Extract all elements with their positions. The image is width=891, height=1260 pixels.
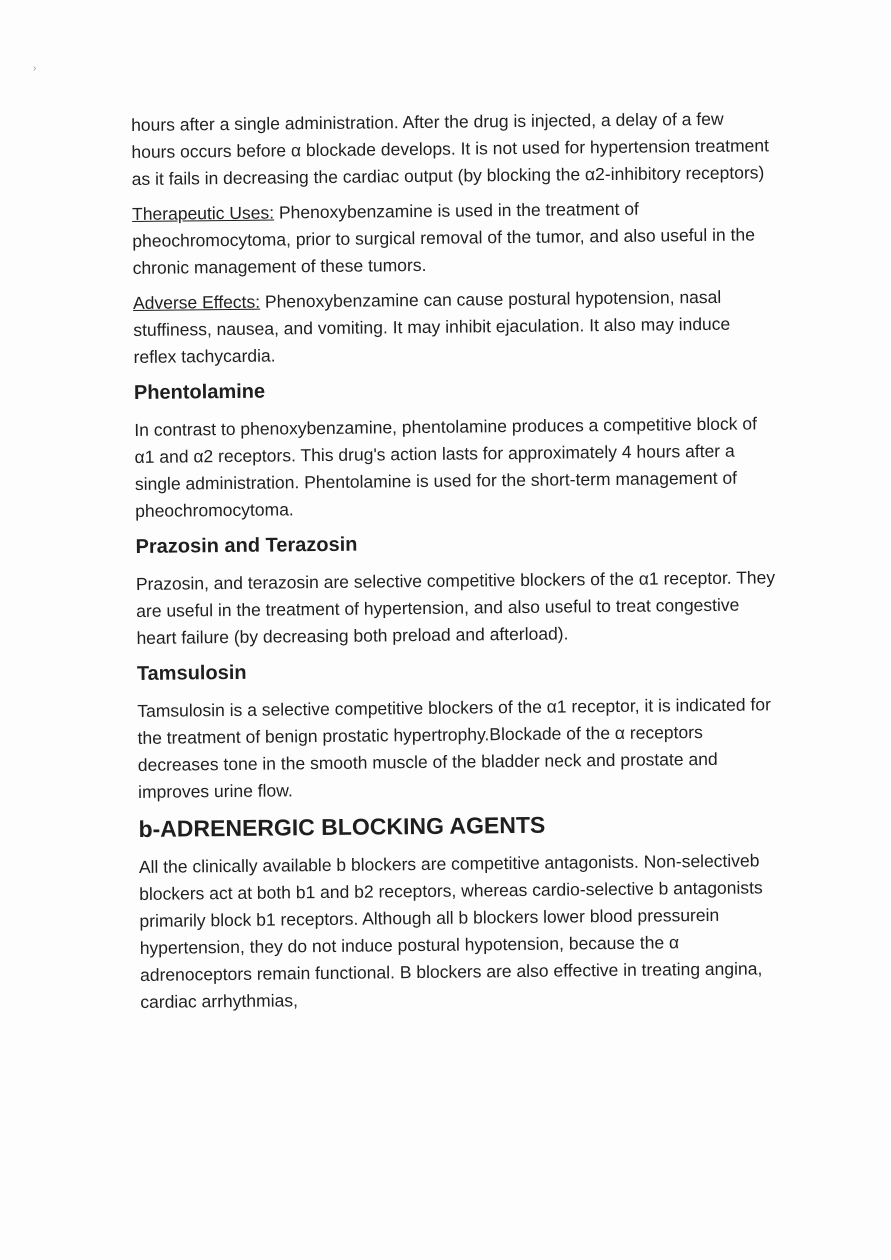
adverse-effects-text: Phenoxybenzamine can cause postural hypotension, nasal stuffiness, nausea, and vomiting. It may inhibit ejaculation. It also may induce reflex tachycardia. [133,286,731,367]
beta-blockers-heading: b-ADRENERGIC BLOCKING AGENTS [138,811,546,842]
phentolamine-heading: Phentolamine [133,380,266,404]
therapeutic-uses-label: Therapeutic Uses: [131,202,275,224]
tamsulosin-paragraph: Tamsulosin is a selective competitive blockers of the α1 receptor, it is indicated for the treatment of benign prostatic hypertrophy.Blockade of the α receptors decreases tone in the smooth muscle of the bladder neck and prostate and improves urine flow. [137,694,771,802]
beta-blockers-paragraph: All the clinically available b blockers are competitive antagonists. Non-selectiveb blockers act at both b1 and b2 receptors, whereas cardio-selective b antagonists primarily block b1 receptors. Although all b blockers lower blood pressurein hypertension, they do not induce postural hypotension, because the α adrenoceptors remain functional. B blockers are also effective in treating angina, cardiac arrhythmias, [138,850,763,1012]
scan-speck: › [33,63,37,74]
tamsulosin-heading: Tamsulosin [136,661,247,685]
intro-paragraph: hours after a single administration. After the drug is injected, a delay of a few hours occurs before α blockade develops. It is not used for hypertension treatment as it fails in decreasing the cardiac output (by blocking the α2-inhibitory receptors) [131,108,770,189]
prazosin-terazosin-heading: Prazosin and Terazosin [135,533,358,558]
therapeutic-uses-text: Phenoxybenzamine is used in the treatment of pheochromocytoma, prior to surgical removal of the tumor, and also useful in the chronic management of these tumors. [132,198,755,278]
page-content [131,105,781,1024]
prazosin-terazosin-paragraph: Prazosin, and terazosin are selective competitive blockers of the α1 receptor. They are useful in the treatment of hypertension, and also useful to treat congestive heart failure (by decreasing both preload and afterload). [135,567,776,648]
adverse-effects-paragraph [133,283,774,371]
phentolamine-paragraph: In contrast to phenoxybenzamine, phentolamine produces a competitive block of α1 and α2 receptors. This drug's action lasts for approximately 4 hours after a single administration. Phentolamine is used for the short-term management of pheochromocytoma. [134,413,757,521]
adverse-effects-label: Adverse Effects: [132,291,261,313]
therapeutic-uses-paragraph [132,194,773,282]
